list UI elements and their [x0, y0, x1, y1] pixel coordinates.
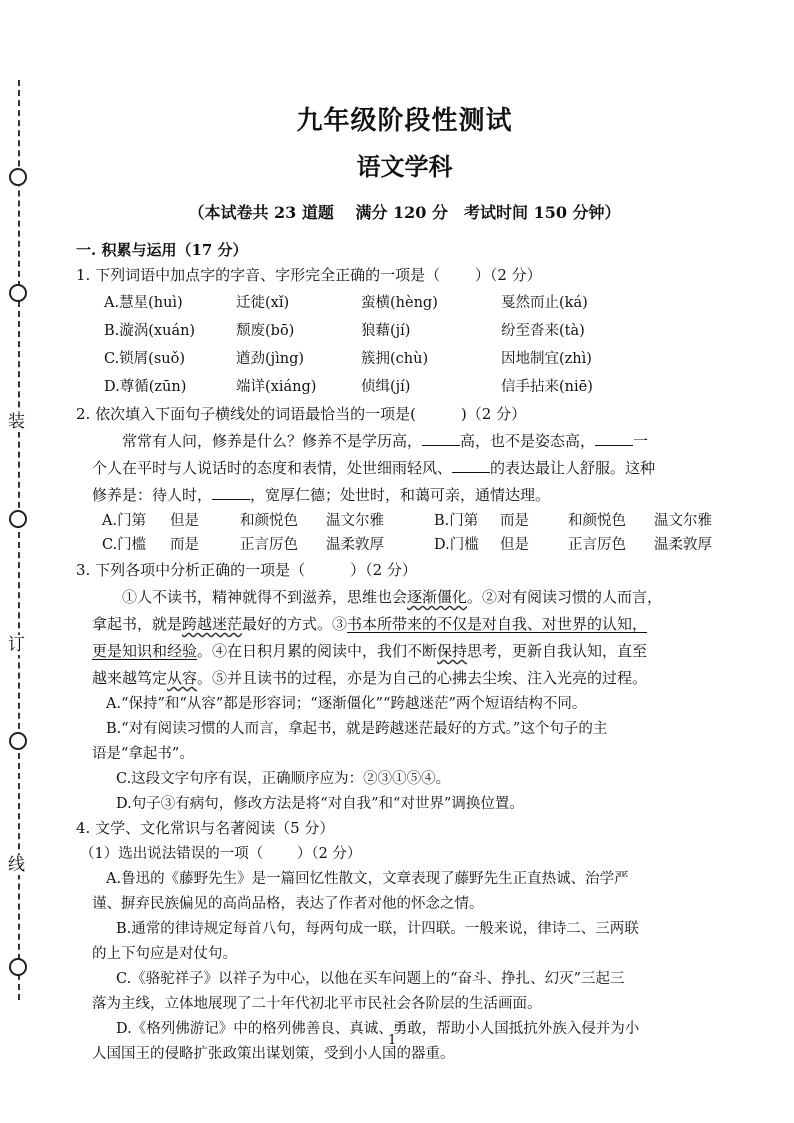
- q4-option-b: B.通常的律诗规定每首八句，每两句成一联，计四联。一般来说，律诗二、三两联: [116, 921, 639, 937]
- q2-option-cell: 正言厉色: [568, 537, 626, 553]
- q3-option-d: D.句子③有病句，修改方法是将“对自我”和“对世界”调换位置。: [116, 796, 524, 812]
- q2-option-cell: 温文尔雅: [326, 513, 384, 529]
- binding-hole: [9, 732, 27, 750]
- passage-text: 修养是：待人时，: [92, 486, 213, 504]
- passage-text: 常常有人问，修养是什么？修养不是学历高，: [122, 432, 423, 450]
- question-3-stem: 3. 下列各项中分析正确的一项是（ ）（2 分）: [76, 561, 417, 579]
- fill-blank: [452, 460, 490, 473]
- exam-info: （本试卷共 23 道题 满分 120 分 考试时间 150 分钟）: [188, 203, 621, 222]
- q1-option-cell: 因地制宜(zhì): [501, 351, 592, 367]
- binding-label-ding: 订: [8, 635, 25, 655]
- q1-option-cell: 簇拥(chù): [361, 351, 429, 367]
- passage-text: 。⑤并且读书的过程，亦是为自己的心拂去尘埃、注入光亮的过程。: [197, 669, 648, 687]
- wavy-underlined-text: 从容: [167, 669, 198, 687]
- exam-page-content: [76, 100, 717, 1067]
- q1-option-cell: C.锁屑(suǒ): [104, 351, 186, 367]
- q2-option-cell: 和颜悦色: [240, 513, 298, 529]
- q1-option-cell: B.漩涡(xuán): [104, 323, 196, 339]
- binding-hole: [9, 958, 27, 976]
- q2-option-cell: C.门槛: [102, 537, 147, 553]
- question-3-passage-line: [92, 611, 717, 638]
- q1-option-cell: 蛮横(hèng): [361, 295, 438, 311]
- passage-text: 个人在平时与人说话时的态度和表情，处世细雨轻风、: [92, 459, 453, 477]
- exam-title: 九年级阶段性测试: [296, 106, 513, 136]
- passage-text: 越来越笃定: [92, 669, 168, 687]
- q1-option-cell: 狼藉(jí): [361, 323, 411, 339]
- question-3-passage-line: [92, 584, 717, 611]
- q2-option-cell: 而是: [500, 513, 529, 529]
- q1-option-cell: 侦缉(jí): [361, 379, 411, 395]
- q1-option-cell: 端详(xiáng): [236, 379, 317, 395]
- question-3-passage-line: [92, 665, 717, 692]
- wavy-underlined-text: 逐渐僵化: [407, 588, 468, 606]
- question-2-stem: 2. 依次填入下面句子横线处的词语最恰当的一项是( )（2 分）: [76, 405, 527, 423]
- q2-option-cell: 而是: [170, 537, 199, 553]
- page-number: 1: [388, 1033, 397, 1048]
- q2-option-cell: 温文尔雅: [654, 513, 712, 529]
- q1-option-cell: 迁徙(xǐ): [236, 295, 290, 311]
- q1-option-cell: 颓废(bō): [236, 323, 295, 339]
- q3-option-b-continued: 语是“拿起书”。: [92, 746, 194, 762]
- q4-option-b-continued: 的上下句应是对仗句。: [92, 946, 237, 962]
- q2-option-cell: A.门第: [102, 513, 147, 529]
- passage-text: 最好的方式。③: [242, 615, 348, 633]
- exam-subject: 语文学科: [356, 152, 453, 181]
- question-2-passage-line: [92, 482, 717, 509]
- q2-option-cell: 温柔敦厚: [326, 537, 384, 553]
- question-2-passage-line: [92, 428, 717, 455]
- question-3-passage-line: [92, 638, 717, 665]
- question-1-options: [104, 289, 717, 401]
- passage-text: 思考，更新自我认知，直至: [467, 642, 648, 660]
- binding-label-xian: 线: [8, 855, 25, 875]
- underlined-sentence: 更是知识和经验: [92, 642, 198, 660]
- q4-option-c-continued: 落为主线，立体地展现了二十年代初北平市民社会各阶层的生活画面。: [92, 996, 542, 1012]
- q2-option-cell: 正言厉色: [240, 537, 298, 553]
- binding-label-zhuang: 装: [8, 412, 25, 432]
- q4-option-d-continued: 人国国王的侵略扩张政策出谋划策，受到小人国的器重。: [92, 1046, 455, 1062]
- section-heading: 一. 积累与运用（17 分）: [76, 241, 248, 259]
- q3-option-b: B.“对有阅读习惯的人而言，拿起书，就是跨越迷茫最好的方式。”这个句子的主: [106, 721, 608, 737]
- q2-option-cell: 但是: [500, 537, 529, 553]
- q2-option-cell: D.门槛: [434, 537, 479, 553]
- question-1-stem: 1. 下列词语中加点字的字音、字形完全正确的一项是（ ）（2 分）: [76, 266, 542, 284]
- q4-option-a: A.鲁迅的《藤野先生》是一篇回忆性散文，文章表现了藤野先生正直热诚、治学严: [106, 871, 629, 887]
- wavy-underlined-text: 跨越迷茫: [182, 615, 243, 633]
- passage-text: 高，也不是姿态高，: [460, 432, 596, 450]
- passage-text: 的表达最让人舒服。这种: [490, 459, 656, 477]
- fill-blank: [595, 433, 633, 446]
- q1-option-cell: A.慧星(huì): [104, 295, 183, 311]
- q1-option-cell: 戛然而止(ká): [501, 295, 588, 311]
- binding-hole: [9, 284, 27, 302]
- q4-option-a-continued: 谨、摒弃民族偏见的高尚品格，表达了作者对他的怀念之情。: [92, 896, 484, 912]
- q1-option-cell: 纷至沓来(tà): [501, 323, 585, 339]
- passage-text: 一: [633, 432, 649, 450]
- fill-blank: [212, 487, 250, 500]
- q2-option-cell: B.门第: [434, 513, 479, 529]
- passage-text: 。②对有阅读习惯的人而言，: [467, 588, 663, 606]
- binding-hole: [9, 168, 27, 186]
- passage-text: ①人不读书，精神就得不到滋养，思维也会: [122, 588, 408, 606]
- wavy-underlined-text: 保持: [437, 642, 468, 660]
- binding-hole: [9, 510, 27, 528]
- q2-option-cell: 但是: [170, 513, 199, 529]
- q4-option-d: D.《格列佛游记》中的格列佛善良、真诚、勇敢，帮助小人国抵抗外族入侵并为小: [116, 1021, 640, 1037]
- q1-option-cell: D.尊循(zūn): [104, 379, 187, 395]
- q3-option-c: C.这段文字句序有误，正确顺序应为：②③①⑤④。: [116, 771, 451, 787]
- underlined-sentence: 书本所带来的不仅是对自我、对世界的认知，: [347, 615, 648, 633]
- fill-blank: [422, 433, 460, 446]
- q2-option-cell: 和颜悦色: [568, 513, 626, 529]
- question-4-sub1: （1）选出说法错误的一项（ ）（2 分）: [80, 846, 362, 862]
- question-2-passage-line: [92, 455, 717, 482]
- q4-option-c: C.《骆驼祥子》以祥子为中心，以他在买车问题上的“奋斗、挣扎、幻灭”三起三: [116, 971, 625, 987]
- passage-text: 。④在日积月累的阅读中，我们不断: [197, 642, 438, 660]
- q1-option-cell: 信手拈来(niē): [501, 379, 593, 395]
- question-2-options: [102, 509, 717, 557]
- question-4-stem: 4. 文学、文化常识与名著阅读（5 分）: [76, 819, 335, 837]
- q3-option-a: A.“保持”和“从容”都是形容词；“逐渐僵化”“跨越迷茫”两个短语结构不同。: [106, 696, 587, 712]
- q1-option-cell: 遒劲(jìng): [236, 351, 305, 367]
- q2-option-cell: 温柔敦厚: [654, 537, 712, 553]
- passage-text: 拿起书，就是: [92, 615, 183, 633]
- passage-text: ，宽厚仁德；处世时，和蔼可亲，通情达理。: [250, 486, 551, 504]
